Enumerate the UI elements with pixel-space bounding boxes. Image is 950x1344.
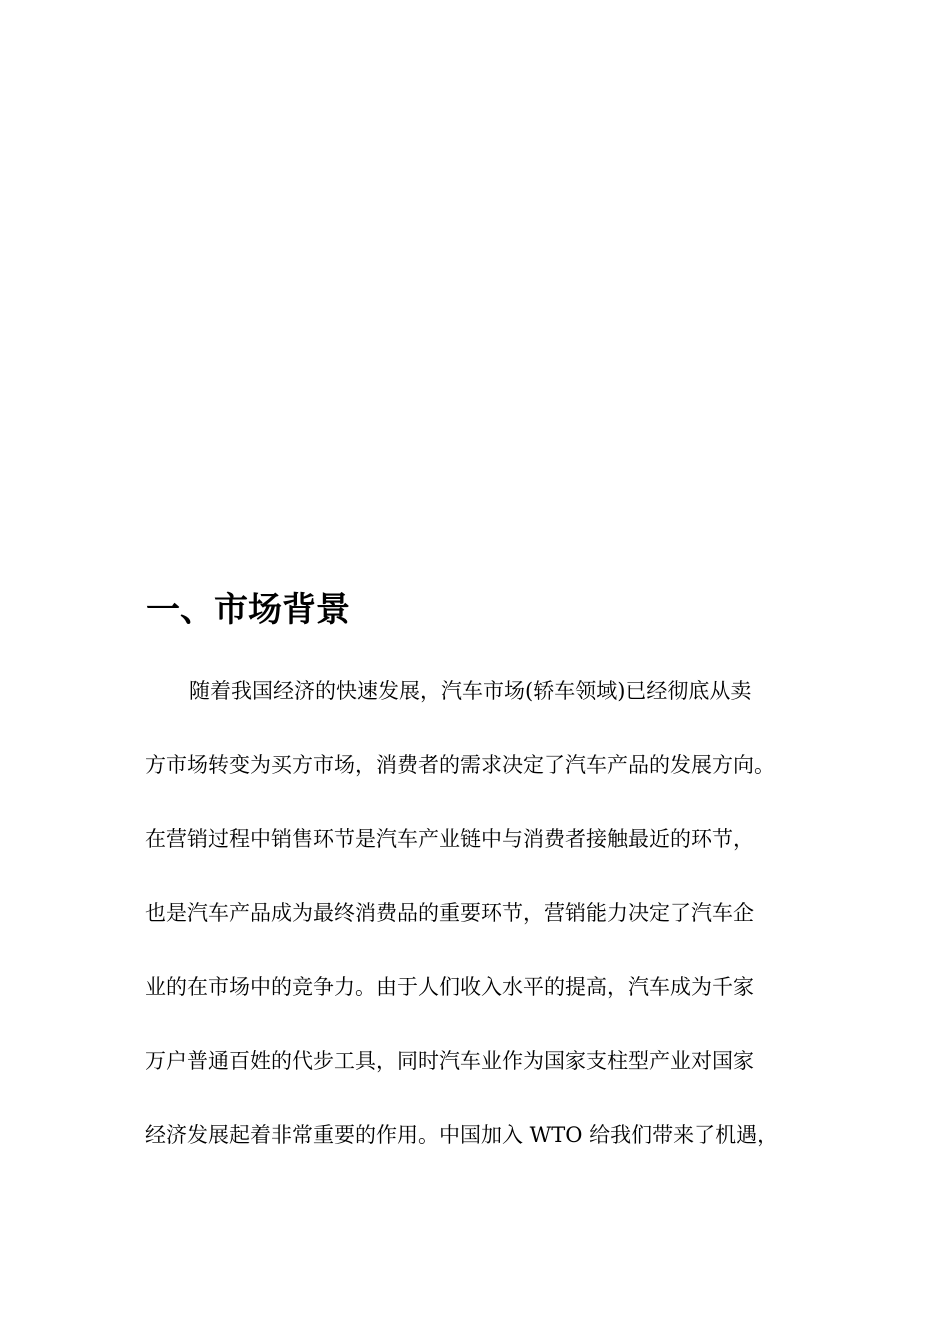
paragraph-line-4: 也是汽车产品成为最终消费品的重要环节，营销能力决定了汽车企 (145, 901, 754, 925)
paragraph-line-2: 方市场转变为买方市场，消费者的需求决定了汽车产品的发展方向。 (145, 753, 775, 777)
paragraph-line-7: 经济发展起着非常重要的作用。中国加入 WTO 给我们带来了机遇， (145, 1123, 779, 1147)
paragraph-line-1: 随着我国经济的快速发展，汽车市场(轿车领域)已经彻底从卖 (189, 679, 752, 703)
paragraph-line-3: 在营销过程中销售环节是汽车产业链中与消费者接触最近的环节， (145, 827, 754, 851)
paragraph-line-6: 万户普通百姓的代步工具，同时汽车业作为国家支柱型产业对国家 (145, 1049, 754, 1073)
paragraph-line-5: 业的在市场中的竞争力。由于人们收入水平的提高，汽车成为千家 (145, 975, 754, 999)
section-heading: 一、市场背景 (146, 590, 350, 630)
